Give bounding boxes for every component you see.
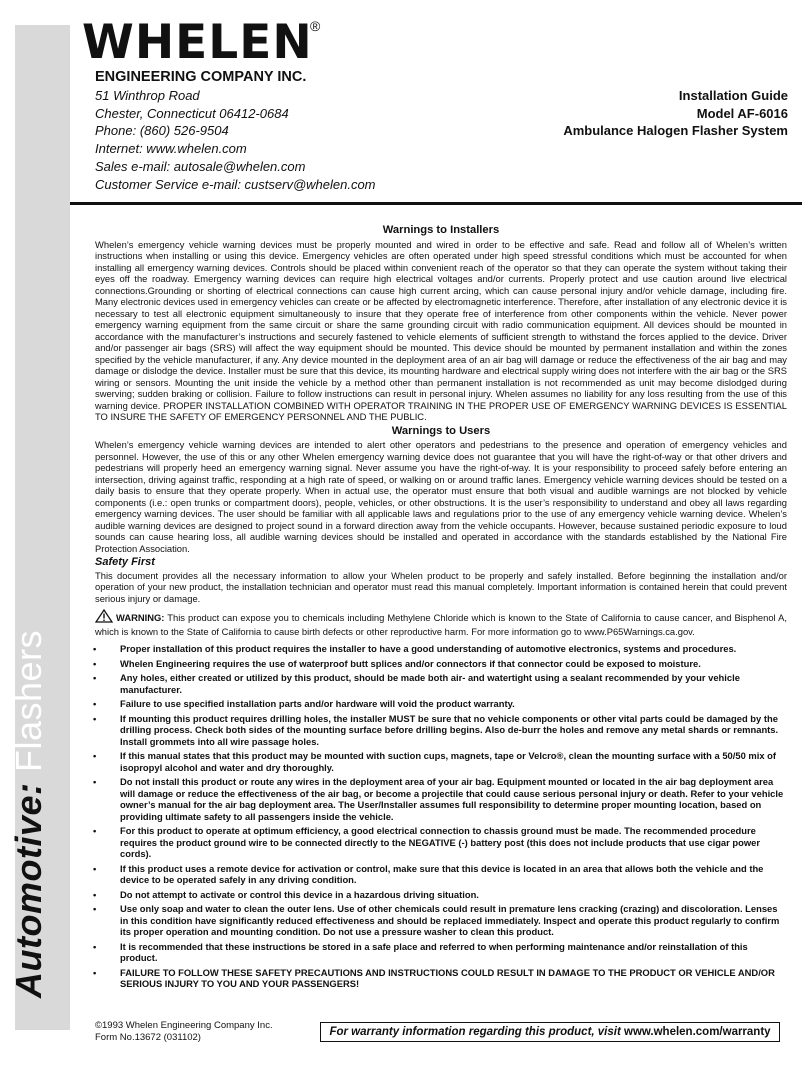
warning-text: This product can expose you to chemicals including Methylene Chloride which is known to the State of California to cause cancer, and Bisphenol A, which is known to the State of California to cause birth defects or other reproductive harm. For more information go to www.P65Warnings.ca.gov.: [95, 612, 787, 637]
main-content: [95, 225, 787, 993]
header-divider: [70, 202, 802, 205]
users-heading: Warnings to Users: [391, 424, 491, 437]
installers-body: Whelen’s emergency vehicle warning devices must be properly mounted and wired in order to be effective and safe. Read and follow all of Whelen’s written instructions when installing or using this device. Emergency vehicles are often operated under high speed stressful conditions which must be accounted for when installing all emergency warning devices. Controls should be placed within convenient reach of the operator so that they can operate the system without taking their eyes off the roadway. Emergency warning devices can require high electrical voltages and/or currents. Properly protect and use caution around live electrical connections.Grounding or shorting of electrical connections can cause high current arcing, which can cause personal injury and/or vehicle damage, including fire. Many electronic devices used in emergency vehicles can create or be affected by electromagnetic interference. Therefore, after installation of any electronic device it is necessary to test all electronic equipment simultaneously to insure that they operate free of interference from other components within the vehicle. Never power emergency warning equipment from the same circuit or share the same grounding circuit with radio communication equipment. All devices should be mounted in accordance with the manufacturer’s instructions and securely fastened to vehicle elements of sufficient strength to withstand the forces applied to the device. Driver and/or passenger air bags (SRS) will affect the way equipment should be mounted. This device should be mounted by permanent installation and within the zones specified by the vehicle manufacturer, if any. Any device mounted in the deployment area of an air bag will damage or reduce the effectiveness of the air bag and may damage or dislodge the device. Installer must be sure that this device, its mounting hardware and electrical supply wiring does not interfere with the air bag or the SRS wiring or sensors. Mounting the unit inside the vehicle by a method other than permanent installation is not recommended as unit may become dislodged during swerving; sudden braking or collision. Failure to follow instructions can result in personal injury. Whelen assumes no liability for any loss resulting from the use of this warning device. PROPER INSTALLATION COMBINED WITH OPERATOR TRAINING IN THE PROPER USE OF EMERGENCY WARNING DEVICES IS ESSENTIAL TO INSURE THE SAFETY OF EMERGENCY PERSONNEL AND THE PUBLIC.: [95, 238, 787, 422]
service-email: Customer Service e-mail: custserv@whelen.com: [95, 176, 376, 192]
safety-heading: Safety First: [95, 556, 155, 568]
list-item: • Do not attempt to activate or control this device in a hazardous driving situation.: [93, 889, 787, 901]
sidebar-category: Automotive:: [8, 782, 49, 998]
list-item: • Whelen Engineering requires the use of waterproof butt splices and/or connectors if that connector could be exposed to moisture.: [93, 658, 787, 670]
doc-type: Installation Guide: [678, 88, 788, 103]
guide-title-block: [563, 87, 788, 140]
list-item: • If this product uses a remote device for activation or control, make sure that this device is located in an area that allows both the vehicle and the device to be operated safely in any driving condition.: [93, 863, 787, 886]
address-street: 51 Winthrop Road: [95, 88, 200, 103]
safety-body: This document provides all the necessary information to allow your Whelen product to be properly and safely installed. Before beginning the installation and/or operation of your new product, the installation technician and operator must read this manual completely. Important information is contained herein that could prevent serious injury or damage.: [95, 569, 787, 604]
copyright: ©1993 Whelen Engineering Company Inc.: [95, 1020, 273, 1031]
list-item: • Proper installation of this product requires the installer to have a good understanding of automotive electronics, systems and procedures.: [93, 643, 787, 655]
footer-info: [95, 1020, 273, 1044]
warranty-link[interactable]: www.whelen.com/warranty: [624, 1026, 771, 1038]
prop65-warning: [95, 609, 787, 637]
logo-wordmark: WHELEN: [82, 15, 313, 70]
sidebar-product-type: Flashers: [8, 629, 49, 772]
list-item: • For this product to operate at optimum efficiency, a good electrical connection to chassis ground must be made. The recommended procedure requires the product ground wire to be connected directly to the NEGATIVE (-) battery post (this does not include products that use cigar power cords).: [93, 825, 787, 860]
phone: Phone: (860) 526-9504: [95, 123, 229, 139]
list-item: • If mounting this product requires drilling holes, the installer MUST be sure that no vehicle components or other vital parts could be damaged by the drilling process. Check both sides of the mounting surface before drilling begins. Also de-burr the holes and remove any metal shards or remnants. Install grommets into all wire passage holes.: [93, 713, 787, 748]
sales-email: Sales e-mail: autosale@whelen.com: [95, 158, 306, 174]
form-number: Form No.13672 (031102): [95, 1032, 201, 1043]
installers-heading: Warnings to Installers: [382, 224, 500, 236]
sidebar-category-label: [8, 630, 50, 998]
list-item: • FAILURE TO FOLLOW THESE SAFETY PRECAUTIONS AND INSTRUCTIONS COULD RESULT IN DAMAGE TO THE PRODUCT OR VEHICLE AND/OR SERIOUS INJURY TO YOU AND YOUR PASSENGERS!: [93, 967, 787, 990]
warning-triangle-icon: [95, 609, 113, 626]
list-item: • Use only soap and water to clean the outer lens. Use of other chemicals could result in premature lens cracking (crazing) and discoloration. Lenses in this condition have significantly reduced effectiveness and should be replaced immediately. Inspect and operate this product regularly to confirm its proper operation and mounting condition. Do not use a pressure washer to clean this product.: [93, 903, 787, 938]
warning-label: WARNING:: [116, 612, 165, 623]
safety-bullet-list: [93, 643, 787, 990]
model-number: Model AF-6016: [696, 105, 788, 121]
list-item: • Any holes, either created or utilized by this product, should be made both air- and watertight using a sealant recommended by your vehicle manufacturer.: [93, 672, 787, 695]
users-body: Whelen’s emergency vehicle warning devices are intended to alert other operators and pedestrians to the presence and operation of emergency vehicles and personnel. However, the use of this or any other Whelen emergency warning device does not guarantee that you will have the right-of-way or that other drivers and pedestrians will properly heed an emergency warning signal. Never assume you have the right-of-way. It is your responsibility to proceed safely before entering an intersection, driving against traffic, responding at a high rate of speed, or walking on or around traffic lanes. Emergency vehicle warning devices should be tested on a daily basis to ensure that they operate properly. When in actual use, the operator must ensure that both visual and audible warnings are not blocked by vehicle components (i.e.: open trunks or compartment doors), people, vehicles, or other obstructions. It is the user’s responsibility to understand and obey all laws regarding emergency warning devices. The user should be familiar with all applicable laws and regulations prior to the use of any emergency vehicle warning device. Whelen’s audible warning devices are designed to project sound in a forward direction away from the vehicle occupants. However, because sustained periodic exposure to loud sounds can cause hearing loss, all audible warning devices should be installed and operated in accordance with the standards established by the National Fire Protection Association.: [95, 439, 787, 554]
warranty-text: For warranty information regarding this product, visit: [329, 1026, 624, 1038]
list-item: • It is recommended that these instructions be stored in a safe place and referred to when performing maintenance and/or reinstallation of this product.: [93, 941, 787, 964]
list-item: • If this manual states that this product may be mounted with suction cups, magnets, tape or Velcro®, clean the mounting surface with a 50/50 mix of isopropyl alcohol and water and dry thoroughly.: [93, 750, 787, 773]
address-city: Chester, Connecticut 06412-0684: [95, 105, 289, 121]
list-item: • Do not install this product or route any wires in the deployment area of your air bag. Equipment mounted or located in the air bag deployment area will damage or reduce the effectiveness of the air bag, or become a projectile that could cause serious personal injury or death. Refer to your vehicle owner’s manual for the air bag deployment area. The User/Installer assumes full responsibility to determine proper mounting location, based on providing ultimate safety to all passengers inside the vehicle.: [93, 776, 787, 822]
company-name: ENGINEERING COMPANY INC.: [95, 69, 307, 85]
product-name: Ambulance Halogen Flasher System: [563, 123, 788, 139]
registered-mark: ®: [310, 18, 321, 34]
warranty-box: [320, 1022, 780, 1042]
company-logo: [82, 15, 321, 70]
contact-block: [95, 87, 376, 193]
list-item: • Failure to use specified installation parts and/or hardware will void the product warranty.: [93, 698, 787, 710]
website: Internet: www.whelen.com: [95, 141, 247, 157]
